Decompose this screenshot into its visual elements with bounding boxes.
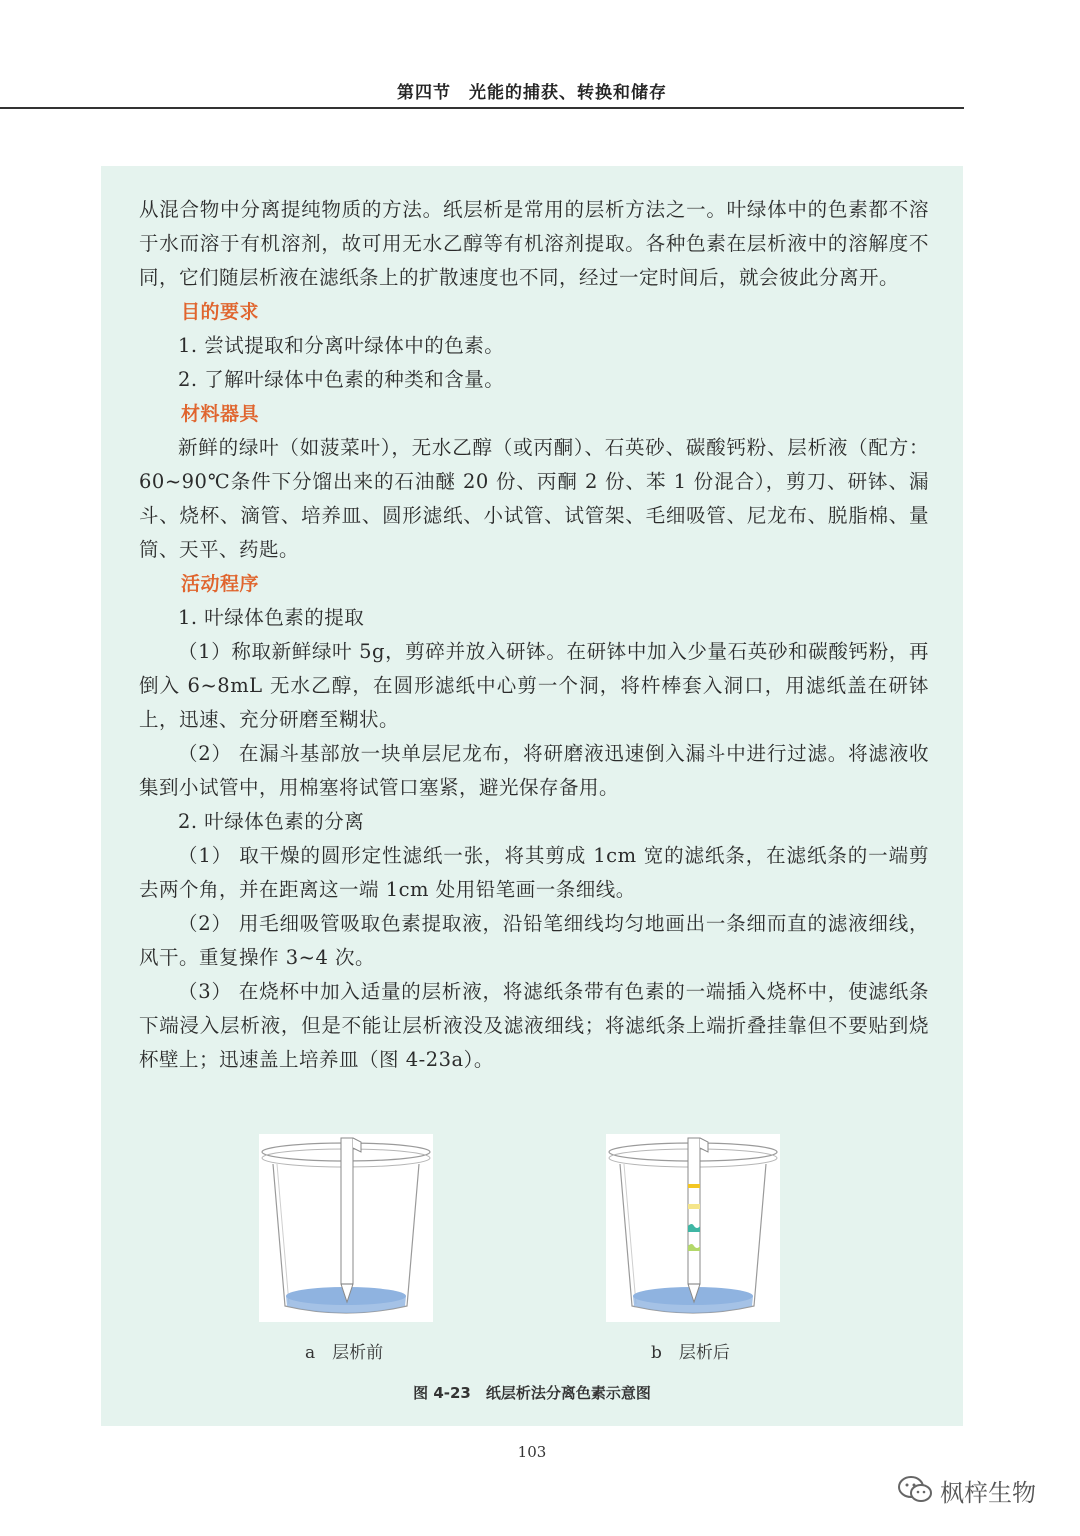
watermark-text: 枫梓生物: [940, 1478, 1036, 1507]
figure-4-23: [101, 1128, 963, 1408]
purpose-item-2: 2. 了解叶绿体中色素的种类和含量。: [178, 368, 505, 391]
step2-1: （1） 取干燥的圆形定性滤纸一张，将其剪成 1cm 宽的滤纸条，在滤纸条的一端剪去两个角，并在距离这一端 1cm 处用铅笔画一条细线。: [139, 844, 929, 901]
chapter-title: 第四节 光能的捕获、转换和储存: [397, 83, 667, 103]
band-carotene: [688, 1184, 700, 1188]
materials-text: 新鲜的绿叶（如菠菜叶），无水乙醇（或丙酮）、石英砂、碳酸钙粉、层析液（配方：60~90℃条件下分馏出来的石油醚 20 份、丙酮 2 份、苯 1 份混合），剪刀、研钵、漏斗、烧杯、滴管、培养皿、圆形滤纸、小试管、试管架、毛细吸管、尼龙布、脱脂棉、量筒、天平、药匙。: [139, 436, 929, 561]
intro-paragraph: 从混合物中分离提纯物质的方法。纸层析是常用的层析方法之一。叶绿体中的色素都不溶于水而溶于有机溶剂，故可用无水乙醇等有机溶剂提取。各种色素在层析液中的溶解度不同，它们随层析液在滤纸条上的扩散速度也不同，经过一定时间后，就会彼此分离开。: [139, 198, 929, 289]
step2-title: 2. 叶绿体色素的分离: [178, 810, 365, 833]
wechat-icon: [898, 1475, 932, 1505]
experiment-content: [139, 193, 929, 1077]
beaker-after-illustration: [606, 1134, 780, 1322]
page-number: 103: [517, 1443, 547, 1461]
header-rule: [0, 107, 964, 109]
step1-2: （2） 在漏斗基部放一块单层尼龙布，将研磨液迅速倒入漏斗中进行过滤。将滤液收集到小试管中，用棉塞将试管口塞紧，避光保存备用。: [139, 742, 929, 799]
step1-1: （1）称取新鲜绿叶 5g，剪碎并放入研钵。在研钵中加入少量石英砂和碳酸钙粉，再倒入 6~8mL 无水乙醇，在圆形滤纸中心剪一个洞，将杵棒套入洞口，用滤纸盖在研钵上，迅速、充分研磨至糊状。: [139, 640, 929, 731]
page-header: [0, 0, 964, 108]
figure-title: 图 4-23 纸层析法分离色素示意图: [413, 1384, 651, 1402]
beaker-before-illustration: [259, 1134, 433, 1322]
step1-title: 1. 叶绿体色素的提取: [178, 606, 365, 629]
step2-2: （2） 用毛细吸管吸取色素提取液，沿铅笔细线均匀地画出一条细而直的滤液细线，风干。重复操作 3~4 次。: [139, 912, 929, 969]
band-xanthophyll: [688, 1204, 700, 1209]
watermark: [898, 1470, 1036, 1510]
purpose-item-1: 1. 尝试提取和分离叶绿体中的色素。: [178, 334, 505, 357]
step2-3: （3） 在烧杯中加入适量的层析液，将滤纸条带有色素的一端插入烧杯中，使滤纸条下端浸入层析液，但是不能让层析液没及滤液细线；将滤纸条上端折叠挂靠但不要贴到烧杯壁上；迅速盖上培养皿（图 4-23a）。: [139, 980, 929, 1071]
procedure-heading: 活动程序: [181, 573, 260, 595]
caption-a: a 层析前: [305, 1343, 384, 1363]
caption-b: b 层析后: [651, 1343, 730, 1363]
purpose-heading: 目的要求: [181, 301, 260, 323]
materials-heading: 材料器具: [181, 403, 260, 425]
